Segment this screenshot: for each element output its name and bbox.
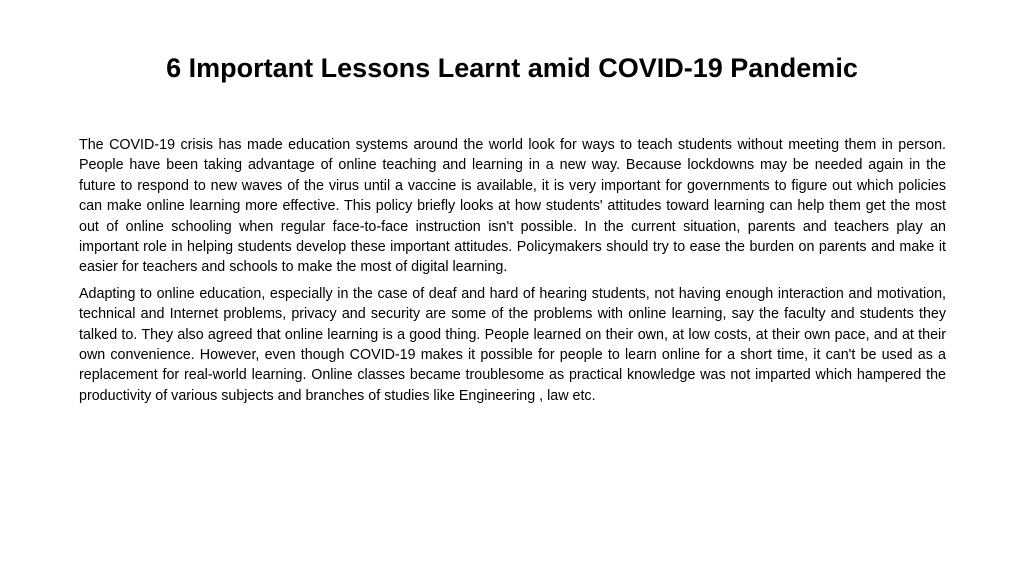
body-paragraph-2: Adapting to online education, especially in the case of deaf and hard of hearing students, not having enough interaction and motivation, technical and Internet problems, privacy and security are some of the problems with online learning, say the faculty and students they talked to. They also agreed that online learning is a good thing. People learned on their own, at low costs, at their own pace, and at their own convenience. However, even though COVID-19 makes it possible for people to learn online for a short time, it can't be used as a replacement for real-world learning. Online classes became troublesome as practical knowledge was not imparted which hampered the productivity of various subjects and branches of studies like Engineering , law etc. [79,285,946,404]
slide-body [79,135,946,412]
slide-title: 6 Important Lessons Learnt amid COVID-19 Pandemic [166,53,858,83]
body-paragraph-1: The COVID-19 crisis has made education systems around the world look for ways to teach students without meeting them in person. People have been taking advantage of online teaching and learning in a new way. Because lockdowns may be needed again in the future to respond to new waves of the virus until a vaccine is available, it is very important for governments to figure out which policies can make online learning more effective. This policy briefly looks at how students' attitudes toward learning can help them get the most out of online schooling when regular face-to-face instruction isn't possible. In the current situation, parents and teachers play an important role in helping students develop these important attitudes. Policymakers should try to ease the burden on parents and make it easier for teachers and schools to make the most of digital learning. [79,137,946,276]
